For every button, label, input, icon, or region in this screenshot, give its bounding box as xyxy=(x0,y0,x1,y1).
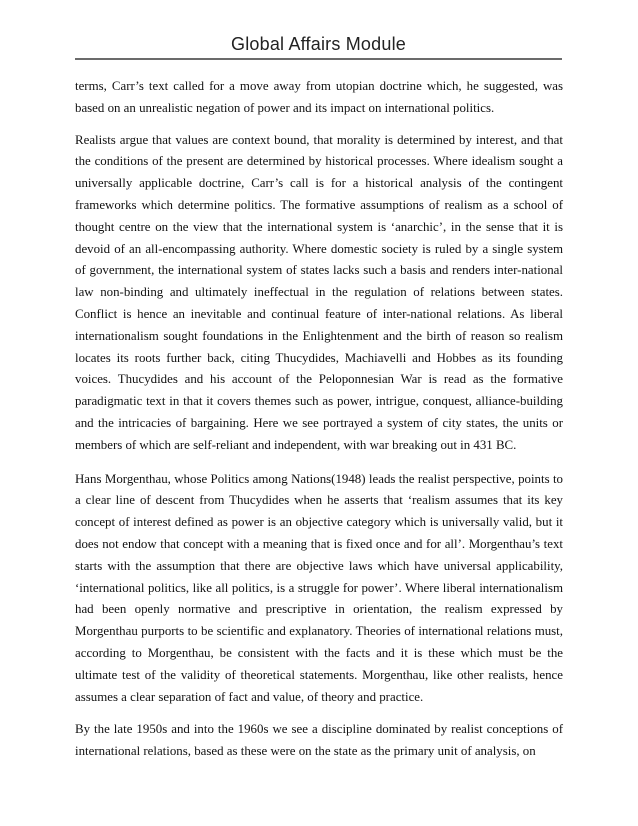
paragraph-realist-assumptions: Realists argue that values are context bound, that morality is determined by interest, and that the conditions of the present are determined by historical processes. Where idealism sought a universally applicable doctrine, Carr’s call is for a historical analysis of the contingent frameworks which determine politics. The formative assumptions of realism as a school of thought centre on the view that the international system is ‘anarchic’, in the sense that it is devoid of an all-encompassing authority. Where domestic society is ruled by a single system of government, the international system of states lacks such a basis and renders inter-national law non-binding and ultimately ineffectual in the regulation of relations between states. Conflict is hence an inevitable and continual feature of inter-national relations. As liberal internationalism sought foundations in the Enlightenment and the birth of reason so realism locates its roots further back, citing Thucydides, Machiavelli and Hobbes as its founding voices. Thucydides and his account of the Peloponnesian War is read as the formative paradigmatic text in that it covers themes such as power, intrigue, conquest, alliance-building and the intricacies of bargaining. Here we see portrayed a system of city states, the units or members of which are self-reliant and independent, with war breaking out in 431 BC. xyxy=(75,132,563,452)
paragraph-morgenthau: Hans Morgenthau, whose Politics among Nations(1948) leads the realist perspective, points to a clear line of descent from Thucydides when he asserts that ‘realism assumes that its key concept of interest defined as power is an objective category which is universally valid, but it does not endow that concept with a meaning that is fixed once and for all’. Morgenthau’s text starts with the assumption that there are objective laws which have universal applicability, ‘international politics, like all politics, is a struggle for power’. Where liberal internationalism had been openly normative and prescriptive in orientation, the realism expressed by Morgenthau purports to be scientific and explanatory. Theories of international relations must, according to Morgenthau, be consistent with the facts and it is these which must be the ultimate test of the validity of theoretical statements. Morgenthau, like other realists, hence assumes a clear separation of fact and value, of theory and practice. xyxy=(75,471,563,704)
document-body xyxy=(75,76,563,763)
paragraph-1950s-discipline: By the late 1950s and into the 1960s we see a discipline dominated by realist conceptions of international relations, based as these were on the state as the primary unit of analysis, on xyxy=(75,722,563,759)
page-title: Global Affairs Module xyxy=(231,34,406,54)
paragraph-carr-conclusion: terms, Carr’s text called for a move away from utopian doctrine which, he suggested, was based on an unrealistic negation of power and its impact on international politics. xyxy=(75,79,563,115)
page-header xyxy=(75,34,562,60)
